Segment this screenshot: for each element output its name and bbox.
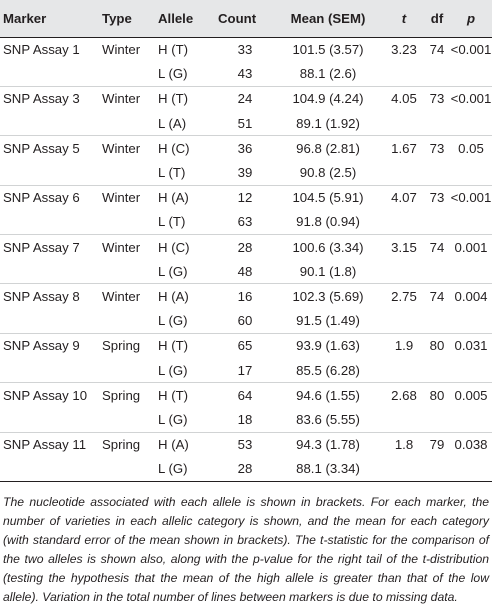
t-cell: 2.75: [384, 284, 424, 309]
df-cell: 73: [424, 86, 450, 111]
df-cell: 79: [424, 432, 450, 457]
t-cell: [384, 210, 424, 235]
df-cell: 74: [424, 235, 450, 260]
count-cell: 24: [218, 86, 272, 111]
allele-cell: L (T): [158, 165, 186, 181]
mean-sem-cell: 93.9 (1.63): [272, 333, 384, 358]
t-cell: 4.05: [384, 86, 424, 111]
column-header-df: df: [424, 0, 450, 37]
count-cell: 28: [218, 457, 272, 482]
type-cell: Winter: [102, 284, 158, 309]
df-cell: [424, 160, 450, 185]
t-cell: 2.68: [384, 383, 424, 408]
type-cell: [102, 111, 158, 136]
count-cell: 65: [218, 333, 272, 358]
count-cell: 18: [237, 411, 253, 427]
t-cell: [384, 358, 424, 383]
marker-cell: SNP Assay 11: [0, 432, 102, 457]
type-cell: [102, 309, 158, 334]
mean-sem-cell: 101.5 (3.57): [292, 42, 364, 58]
table-row: [0, 111, 492, 136]
table-row: [0, 259, 492, 284]
p-cell: 0.031: [450, 333, 492, 358]
type-cell: [102, 457, 158, 482]
count-cell: 17: [237, 362, 253, 378]
marker-cell: SNP Assay 10: [0, 383, 102, 408]
t-cell: [384, 407, 424, 432]
count-cell: 60: [237, 313, 253, 329]
p-cell: [450, 62, 492, 87]
t-cell: 1.67: [384, 136, 424, 161]
column-header-type: Type: [102, 0, 158, 37]
column-header-p: p: [450, 0, 492, 37]
marker-cell: SNP Assay 5: [0, 136, 102, 161]
df-cell: [424, 62, 450, 87]
mean-sem-cell: 90.8 (2.5): [299, 165, 357, 181]
p-cell: 0.001: [450, 235, 492, 260]
t-cell: 3.23: [391, 42, 417, 58]
count-cell: 16: [218, 284, 272, 309]
type-cell: Winter: [102, 86, 158, 111]
type-cell: Winter: [102, 185, 158, 210]
table-row: [0, 358, 492, 383]
table-row: [0, 284, 492, 309]
marker-cell: SNP Assay 6: [0, 185, 102, 210]
table-row: [0, 309, 492, 334]
p-cell: 0.004: [450, 284, 492, 309]
mean-sem-cell: 85.5 (6.28): [296, 362, 360, 378]
mean-sem-cell: 102.3 (5.69): [272, 284, 384, 309]
p-cell: 0.05: [450, 136, 492, 161]
type-cell: Spring: [102, 333, 158, 358]
mean-sem-cell: 91.8 (0.94): [296, 214, 360, 230]
table-footnote: The nucleotide associated with each allele is shown in brackets. For each marker, the number of varieties in each allelic category is shown, and the mean for each category (with standard error of the mean shown in brackets). The t-statistic for the comparison of the two alleles is shown also, along with the p-value for the right tail of the t-distribution (testing the hypothesis that the mean of the high allele is greater than that of the low allele). Variation in the total number of lines between markers is due to missing data.: [3, 495, 489, 604]
table-row: [0, 235, 492, 260]
allele-cell: L (G): [158, 313, 188, 329]
t-cell: 1.9: [384, 333, 424, 358]
table-row: [0, 333, 492, 358]
type-cell: [102, 259, 158, 284]
allele-cell: L (G): [158, 411, 188, 427]
df-cell: 80: [424, 333, 450, 358]
type-cell: [102, 407, 158, 432]
type-cell: Winter: [102, 136, 158, 161]
table-row: [0, 457, 492, 482]
df-cell: [424, 259, 450, 284]
t-cell: 3.15: [384, 235, 424, 260]
count-cell: 12: [218, 185, 272, 210]
marker-cell: SNP Assay 3: [0, 86, 102, 111]
mean-sem-cell: 88.1 (2.6): [299, 66, 357, 82]
type-cell: [102, 62, 158, 87]
column-header-count: Count: [218, 0, 272, 37]
df-cell: [424, 111, 450, 136]
count-cell: 33: [237, 42, 253, 58]
marker-cell: [0, 407, 102, 432]
df-cell: 73: [424, 185, 450, 210]
p-cell: 0.005: [450, 383, 492, 408]
marker-cell: [0, 358, 102, 383]
marker-cell: SNP Assay 1: [3, 42, 80, 58]
marker-cell: [0, 309, 102, 334]
marker-cell: [0, 62, 102, 87]
marker-cell: [0, 111, 102, 136]
column-header-marker: Marker: [0, 0, 102, 37]
mean-sem-cell: 89.1 (1.92): [296, 115, 360, 131]
allele-cell: L (G): [158, 457, 218, 482]
df-cell: [424, 210, 450, 235]
count-cell: 28: [218, 235, 272, 260]
marker-cell: SNP Assay 7: [0, 235, 102, 260]
count-cell: 63: [237, 214, 253, 230]
marker-cell: SNP Assay 9: [0, 333, 102, 358]
t-cell: [384, 259, 424, 284]
marker-cell: [0, 259, 102, 284]
df-cell: [424, 358, 450, 383]
column-header-t: t: [384, 0, 424, 37]
df-cell: 80: [424, 383, 450, 408]
t-cell: [384, 111, 424, 136]
marker-cell: [0, 457, 102, 482]
p-cell: [450, 210, 492, 235]
df-cell: 73: [424, 136, 450, 161]
count-cell: 53: [218, 432, 272, 457]
mean-sem-cell: 104.5 (5.91): [272, 185, 384, 210]
table-body: [0, 37, 492, 481]
mean-sem-cell: 96.8 (2.81): [272, 136, 384, 161]
p-cell: [450, 160, 492, 185]
marker-cell: SNP Assay 8: [0, 284, 102, 309]
column-header-mean-sem: Mean (SEM): [272, 0, 384, 37]
allele-cell: L (A): [158, 115, 187, 131]
count-cell: 43: [237, 66, 253, 82]
p-cell: [450, 111, 492, 136]
allele-cell: H (A): [158, 432, 218, 457]
p-cell: [450, 259, 492, 284]
table-row: [0, 160, 492, 185]
table-header-row: [0, 0, 492, 37]
allele-cell: L (T): [158, 214, 186, 230]
p-cell: <0.001: [450, 185, 492, 210]
type-cell: [102, 210, 158, 235]
table-row: [0, 432, 492, 457]
mean-sem-cell: 100.6 (3.34): [272, 235, 384, 260]
type-cell: Spring: [102, 383, 158, 408]
df-cell: [424, 457, 450, 482]
t-cell: [384, 309, 424, 334]
mean-sem-cell: 91.5 (1.49): [296, 313, 360, 329]
mean-sem-cell: 88.1 (3.34): [272, 457, 384, 482]
type-cell: Winter: [102, 235, 158, 260]
allele-cell: H (A): [158, 185, 218, 210]
mean-sem-cell: 90.1 (1.8): [299, 263, 357, 279]
t-cell: [384, 160, 424, 185]
p-cell: 0.038: [450, 432, 492, 457]
p-cell: [450, 358, 492, 383]
p-cell: <0.001: [450, 86, 492, 111]
allele-cell: L (G): [158, 263, 188, 279]
allele-cell: H (T): [158, 42, 189, 58]
df-cell: [424, 407, 450, 432]
type-cell: [102, 160, 158, 185]
table-row: [0, 62, 492, 87]
table-row: [0, 136, 492, 161]
mean-sem-cell: 83.6 (5.55): [296, 411, 360, 427]
table-row: [0, 37, 492, 62]
t-cell: 1.8: [384, 432, 424, 457]
type-cell: [102, 358, 158, 383]
t-cell: [384, 62, 424, 87]
allele-cell: L (G): [158, 66, 188, 82]
p-cell: <0.001: [450, 42, 492, 58]
type-cell: Winter: [102, 42, 141, 58]
t-cell: [384, 457, 424, 482]
marker-cell: [0, 160, 102, 185]
count-cell: 64: [218, 383, 272, 408]
allele-cell: H (A): [158, 284, 218, 309]
p-cell: [450, 309, 492, 334]
allele-cell: H (C): [158, 136, 218, 161]
allele-cell: H (C): [158, 235, 218, 260]
count-cell: 51: [237, 115, 253, 131]
type-cell: Spring: [102, 432, 158, 457]
table-row: [0, 210, 492, 235]
allele-cell: H (T): [158, 383, 218, 408]
count-cell: 36: [218, 136, 272, 161]
t-cell: 4.07: [384, 185, 424, 210]
table-row: [0, 86, 492, 111]
p-cell: [450, 407, 492, 432]
mean-sem-cell: 104.9 (4.24): [272, 86, 384, 111]
table-row: [0, 185, 492, 210]
mean-sem-cell: 94.3 (1.78): [272, 432, 384, 457]
count-cell: 39: [237, 165, 253, 181]
mean-sem-cell: 94.6 (1.55): [272, 383, 384, 408]
marker-cell: [0, 210, 102, 235]
allele-cell: H (T): [158, 86, 218, 111]
df-cell: 74: [429, 42, 445, 58]
count-cell: 48: [237, 263, 253, 279]
column-header-allele: Allele: [158, 0, 218, 37]
table-row: [0, 407, 492, 432]
df-cell: 74: [424, 284, 450, 309]
allele-cell: H (T): [158, 333, 218, 358]
allele-cell: L (G): [158, 362, 188, 378]
df-cell: [424, 309, 450, 334]
table-row: [0, 383, 492, 408]
p-cell: [450, 457, 492, 482]
